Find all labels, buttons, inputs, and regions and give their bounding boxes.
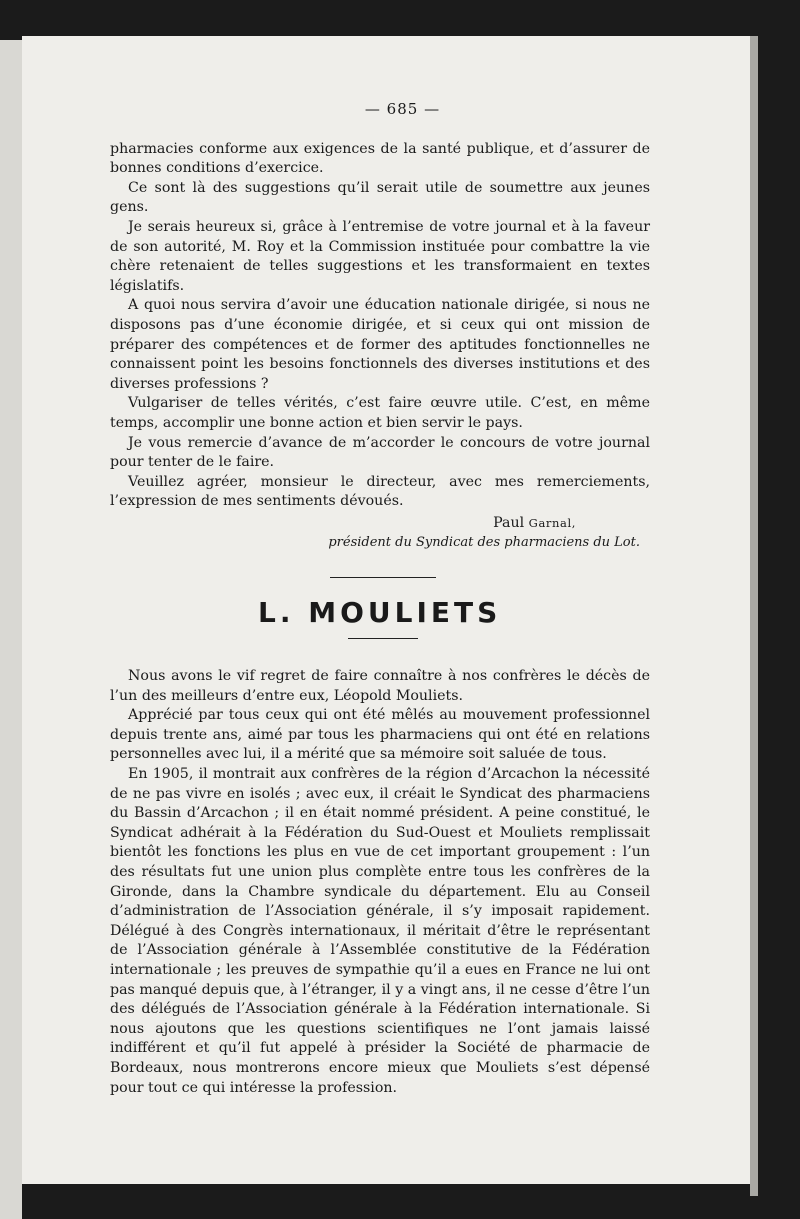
signature-block xyxy=(110,514,650,553)
obituary-paragraph: En 1905, il montrait aux confrères de la région d’Arcachon la nécessité de ne pas vivre en isolés ; avec eux, il créait le Syndicat des pharmaciens du Bassin d’Arcachon ; il en était nommé président. A peine constitué, le Syndicat adhérait à la Fédération du Sud-Ouest et Mouliets remplissait bientôt les fonctions les plus en vue de cet important groupement : l’un des résultats fut une union plus complète entre tous les confrères de la Gironde, dans la Chambre syndicale du département. Elu au Conseil d’administration de l’Association générale, il s’y imposait rapidement. Délégué à des Congrès internationaux, il méritait d’être le représentant de l’Association générale à l’Assemblée constitutive de la Fédération internationale ; les preuves de sympathie qu’il a eues en France ne lui ont pas manqué depuis que, à l’étranger, il y a vingt ans, il ne cesse d’être l’un des délégués de l’Association générale à la Fédération internationale. Si nous ajoutons que les questions scientifiques ne l’ont jamais laissé indifférent et qu’il fut appelé à présider la Société de pharmacie de Bordeaux, nous montrerons encore mieux que Mouliets s’est dépensé pour tout ce qui intéresse la profession. xyxy=(110,766,650,1096)
obituary-paragraph: Nous avons le vif regret de faire connaître à nos confrères le décès de l’un des meilleurs d’entre eux, Léopold Mouliets. xyxy=(110,668,650,704)
letter-paragraph: Je serais heureux si, grâce à l’entremise de votre journal et à la faveur de son autorité, M. Roy et la Commission instituée pour combattre la vie chère retenaient de telles suggestions et les transformaient en textes législatifs. xyxy=(110,218,650,294)
obituary-section xyxy=(110,667,650,1098)
page-number: — 685 — xyxy=(364,100,441,118)
obituary-paragraph: Apprécié par tous ceux qui ont été mêlés au mouvement professionnel depuis trente ans, aimé par tous les pharmaciens qui ont été en relations personnelles avec lui, il a mérité que sa mémoire soit saluée de tous. xyxy=(110,707,650,763)
letter-paragraph: Je vous remercie d’avance de m’accorder le concours de votre journal pour tenter de le faire. xyxy=(110,434,650,471)
signature-name xyxy=(110,514,650,534)
signature-first-name: Paul xyxy=(493,514,525,531)
page-content xyxy=(110,100,650,1098)
letter-section xyxy=(110,140,650,553)
book-binding-edge xyxy=(0,40,22,1219)
signature-last-name: Garnal, xyxy=(528,515,576,530)
letter-paragraph: Ce sont là des suggestions qu’il serait utile de soumettre aux jeunes gens. xyxy=(110,179,650,216)
obituary-heading: L. MOULIETS xyxy=(258,596,502,630)
section-divider-top xyxy=(330,577,436,578)
letter-paragraph: Veuillez agréer, monsieur le directeur, avec mes remerciements, l’expression de mes sentiments dévoués. xyxy=(110,473,650,510)
section-divider-bottom xyxy=(348,638,418,639)
letter-paragraph: pharmacies conforme aux exigences de la santé publique, et d’assurer de bonnes conditions d’exercice. xyxy=(110,140,650,177)
letter-paragraph: A quoi nous servira d’avoir une éducation nationale dirigée, si nous ne disposons pas d’une économie dirigée, et si ceux qui ont mission de préparer des compétences et de former des aptitudes fonctionnelles ne connaissent point les besoins fonctionnels des diverses institutions et des diverses professions ? xyxy=(110,297,650,392)
letter-paragraph: Vulgariser de telles vérités, c’est faire œuvre utile. C’est, en même temps, accomplir une bonne action et bien servir le pays. xyxy=(110,395,650,431)
page-edge-shadow xyxy=(750,36,758,1196)
signature-role: président du Syndicat des pharmaciens du Lot. xyxy=(328,535,640,551)
